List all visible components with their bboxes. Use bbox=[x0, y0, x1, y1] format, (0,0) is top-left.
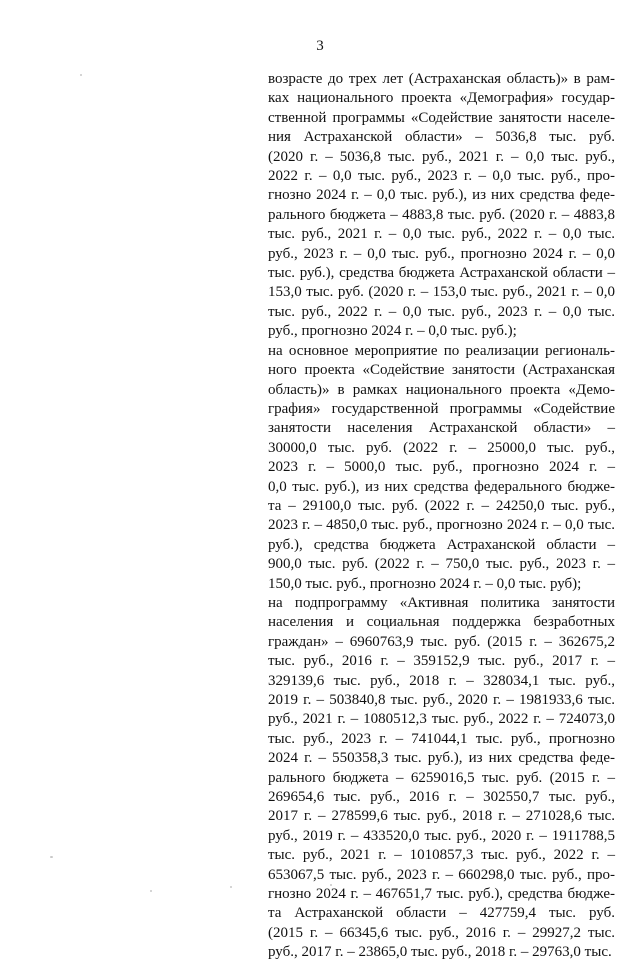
text-line: (2015 г. – 66345,6 тыс. руб., 2016 г. – 29927,2 тыс. bbox=[268, 924, 615, 941]
text-line: возрасте до трех лет (Астраханская область)» в рам- bbox=[268, 71, 615, 87]
text-line: граждан» – 6960763,9 тыс. руб. (2015 г. – 362675,2 bbox=[268, 633, 615, 650]
text-line: тыс. руб.), средства бюджета Астраханской области – bbox=[268, 265, 615, 282]
text-line: тыс. руб., 2016 г. – 359152,9 тыс. руб., 2017 г. – bbox=[268, 653, 615, 670]
text-line: рального бюджета – 4883,8 тыс. руб. (2020 г. – 4883,8 bbox=[268, 206, 615, 223]
body-text bbox=[268, 70, 615, 963]
text-line: та – 29100,0 тыс. руб. (2022 г. – 24250,0 тыс. руб., bbox=[268, 497, 615, 514]
text-line: руб., 2019 г. – 433520,0 тыс. руб., 2020 г. – 1911788,5 bbox=[268, 827, 615, 844]
text-line: тыс. руб., 2022 г. – 0,0 тыс. руб., 2023 г. – 0,0 тыс. bbox=[268, 303, 615, 320]
text-line: занятости населения Астраханской области» – bbox=[268, 420, 615, 437]
text-line: рального бюджета – 6259016,5 тыс. руб. (2015 г. – bbox=[268, 769, 615, 786]
text-line: 269654,6 тыс. руб., 2016 г. – 302550,7 тыс. руб., bbox=[268, 789, 615, 806]
text-line: ках национального проекта «Демография» государ- bbox=[268, 90, 615, 107]
text-line: на основное мероприятие по реализации региональ- bbox=[268, 342, 615, 359]
text-line: 30000,0 тыс. руб. (2022 г. – 25000,0 тыс. руб., bbox=[268, 439, 615, 456]
text-line: гнозно 2024 г. – 467651,7 тыс. руб.), средства бюдже- bbox=[268, 886, 615, 903]
text-line: тыс. руб., 2021 г. – 0,0 тыс. руб., 2022 г. – 0,0 тыс. bbox=[268, 226, 615, 243]
text-line: ственной программы «Содействие занятости населе- bbox=[268, 109, 615, 126]
text-line: область)» в рамках национального проекта «Демо- bbox=[268, 381, 615, 398]
text-line: ния Астраханской области» – 5036,8 тыс. руб. bbox=[268, 129, 615, 146]
text-line: тыс. руб., 2021 г. – 1010857,3 тыс. руб., 2022 г. – bbox=[268, 847, 615, 864]
text-line: 0,0 тыс. руб.), из них средства федерального бюдже- bbox=[268, 478, 615, 495]
scan-speck bbox=[50, 856, 53, 858]
text-line: 653067,5 тыс. руб., 2023 г. – 660298,0 тыс. руб., про- bbox=[268, 866, 615, 883]
text-line: населения и социальная поддержка безработных bbox=[268, 614, 615, 631]
text-line: 900,0 тыс. руб. (2022 г. – 750,0 тыс. руб., 2023 г. – bbox=[268, 556, 615, 573]
scan-speck bbox=[80, 74, 82, 76]
text-line: руб., 2017 г. – 23865,0 тыс. руб., 2018 г. – 29763,0 тыс. bbox=[268, 944, 612, 961]
text-line: руб.), средства бюджета Астраханской области – bbox=[268, 536, 615, 553]
text-line: (2020 г. – 5036,8 тыс. руб., 2021 г. – 0,0 тыс. руб., bbox=[268, 148, 615, 165]
text-line: 2017 г. – 278599,6 тыс. руб., 2018 г. – 271028,6 тыс. bbox=[268, 808, 615, 825]
scan-speck bbox=[330, 884, 332, 886]
scan-speck bbox=[230, 886, 232, 888]
page-number: 3 bbox=[316, 38, 324, 54]
text-line: руб., прогнозно 2024 г. – 0,0 тыс. руб.); bbox=[268, 323, 517, 340]
text-line: 2023 г. – 5000,0 тыс. руб., прогнозно 2024 г. – bbox=[268, 459, 615, 476]
text-line: 2023 г. – 4850,0 тыс. руб., прогнозно 2024 г. – 0,0 тыс. bbox=[268, 517, 615, 534]
text-line: на подпрограмму «Активная политика занятости bbox=[268, 594, 615, 611]
text-line: тыс. руб., 2023 г. – 741044,1 тыс. руб., прогнозно bbox=[268, 730, 615, 747]
text-line: руб., 2023 г. – 0,0 тыс. руб., прогнозно 2024 г. – 0,0 bbox=[268, 245, 615, 262]
text-line: 153,0 тыс. руб. (2020 г. – 153,0 тыс. руб., 2021 г. – 0,0 bbox=[268, 284, 615, 301]
text-line: 2024 г. – 550358,3 тыс. руб.), из них средства феде- bbox=[268, 750, 615, 767]
text-line: гнозно 2024 г. – 0,0 тыс. руб.), из них средства феде- bbox=[268, 187, 615, 204]
scan-speck bbox=[150, 890, 152, 892]
text-line: та Астраханской области – 427759,4 тыс. руб. bbox=[268, 905, 615, 922]
text-line: графия» государственной программы «Содействие bbox=[268, 400, 615, 417]
text-line: 2019 г. – 503840,8 тыс. руб., 2020 г. – 1981933,6 тыс. bbox=[268, 692, 615, 708]
text-line: 2022 г. – 0,0 тыс. руб., 2023 г. – 0,0 тыс. руб., про- bbox=[268, 168, 615, 185]
text-line: 150,0 тыс. руб., прогнозно 2024 г. – 0,0 тыс. руб); bbox=[268, 575, 582, 592]
text-line: руб., 2021 г. – 1080512,3 тыс. руб., 2022 г. – 724073,0 bbox=[268, 711, 615, 728]
text-line: ного проекта «Содействие занятости (Астраханская bbox=[268, 362, 615, 379]
text-line: 329139,6 тыс. руб., 2018 г. – 328034,1 тыс. руб., bbox=[268, 672, 615, 689]
